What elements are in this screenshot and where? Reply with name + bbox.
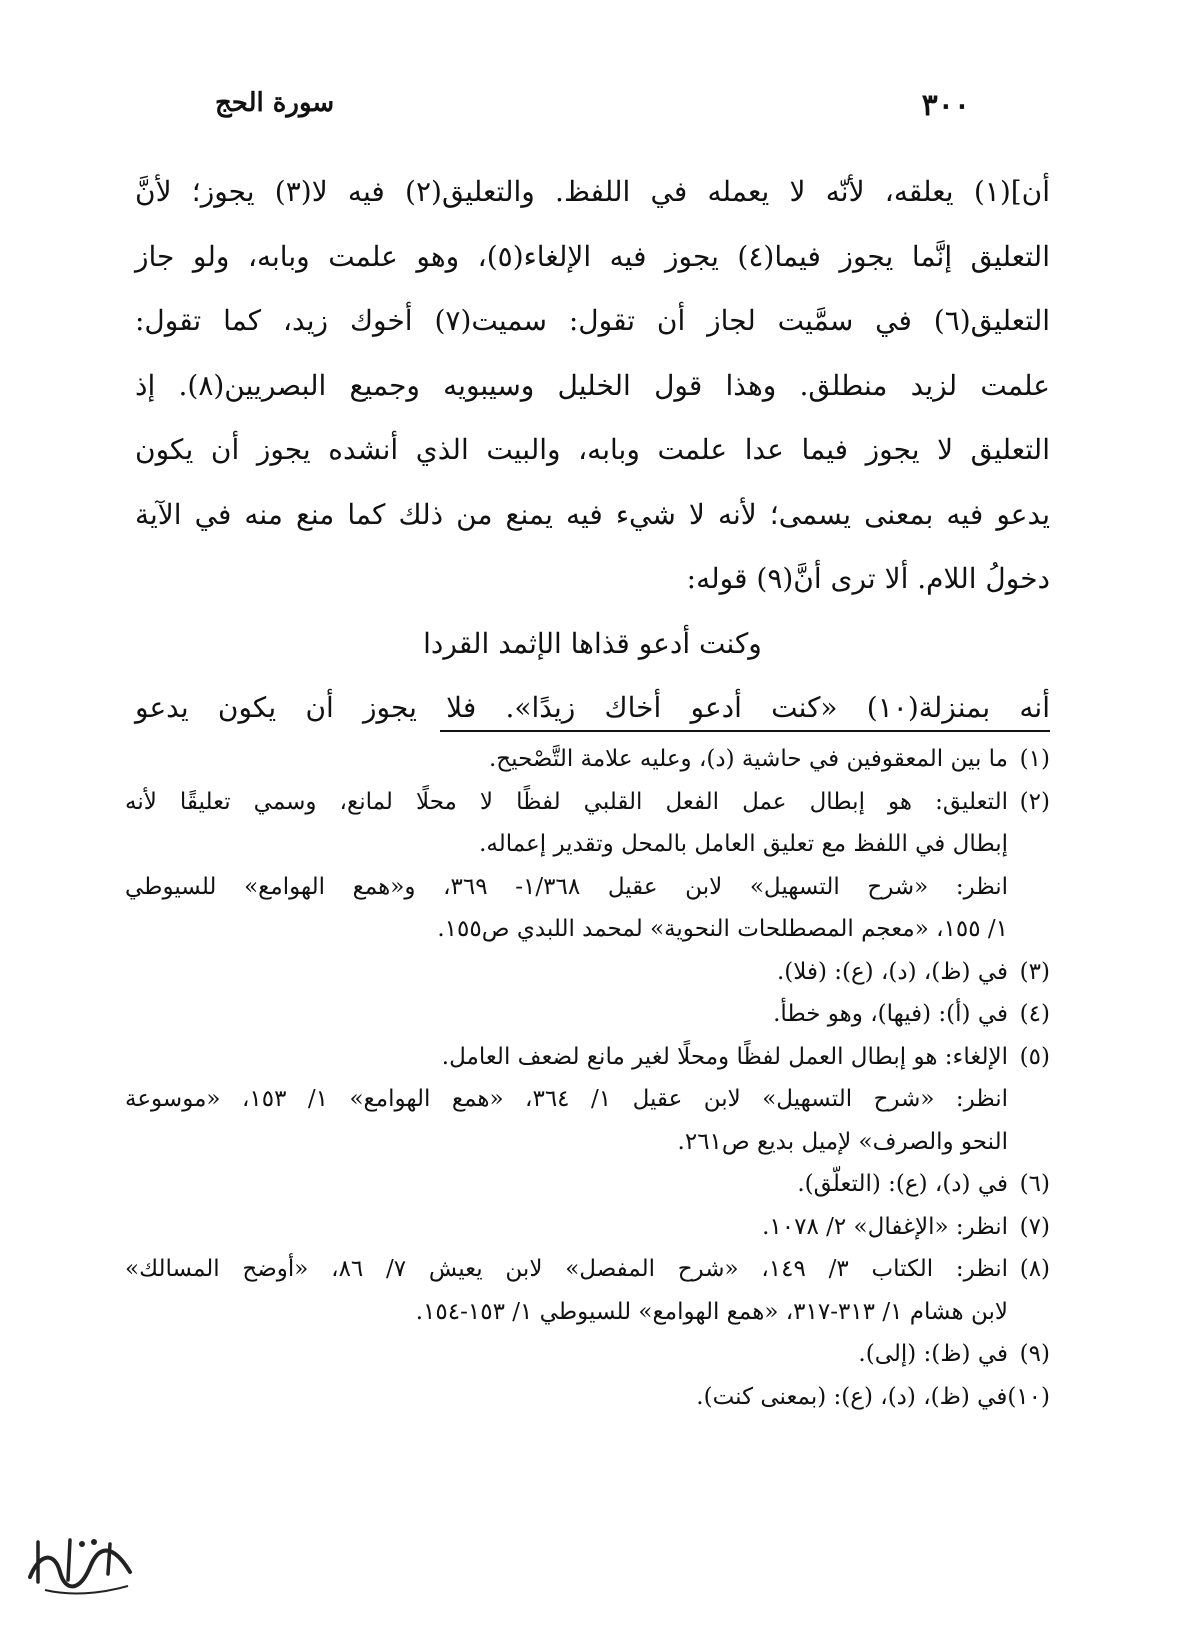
footnote-continuation: لابن هشام ١/ ٣١٣-٣١٧، «همع الهوامع» للسيوطي ١/ ١٥٣-١٥٤. bbox=[415, 1298, 1008, 1325]
footnote-number: (٥) bbox=[1019, 1043, 1050, 1070]
body-line: علمت لزيد منطلق. وهذا قول الخليل وسيبويه وجميع البصريين(٨). إذ bbox=[135, 368, 1050, 402]
footnote-number: (١٠) bbox=[1007, 1383, 1050, 1410]
poetry-verse: وكنت أدعو قذاها الإثمد القردا bbox=[423, 626, 762, 660]
footnote-9 bbox=[125, 1333, 1050, 1376]
footnote-number: (٦) bbox=[1019, 1171, 1050, 1197]
footnote-1 bbox=[125, 738, 1050, 781]
footnote-text: انظر: الكتاب ٣/ ١٤٩، «شرح المفصل» لابن يعيش ٧/ ٨٦، «أوضح المسالك» bbox=[125, 1256, 1009, 1282]
footnote-text: التعليق: هو إبطال عمل الفعل القلبي لفظًا لا محلًا لمانع، وسمي تعليقًا لأنه bbox=[125, 788, 1008, 815]
footnote-6 bbox=[125, 1163, 1050, 1206]
footnote-continuation: ١/ ١٥٥، «معجم المصطلحات النحوية» لمحمد اللبدي ص١٥٥. bbox=[437, 916, 1008, 942]
footnote-text: في (ظ)، (د)، (ع): (فلا). bbox=[776, 958, 1008, 985]
footnotes bbox=[125, 738, 1050, 1418]
footnote-10 bbox=[125, 1376, 1050, 1419]
footnote-text: ما بين المعقوفين في حاشية (د)، وعليه علامة التَّصْحيح. bbox=[488, 746, 1008, 772]
footnote-text: الإلغاء: هو إبطال العمل لفظًا ومحلًا لغير مانع لضعف العامل. bbox=[441, 1043, 1008, 1070]
footnote-text: في (ظ): (إلى). bbox=[858, 1341, 1008, 1367]
footnote-number: (٤) bbox=[1019, 1001, 1050, 1027]
page-number: ٣٠٠ bbox=[921, 88, 970, 123]
footnote-text: في (ظ)، (د)، (ع): (بمعنى كنت). bbox=[696, 1383, 1008, 1410]
footnote-text: في (أ): (فيها)، وهو خطأ. bbox=[773, 1001, 1008, 1027]
footnote-4 bbox=[125, 993, 1050, 1036]
footnote-number: (١) bbox=[1019, 746, 1050, 772]
body-line: التعليق إنَّما يجوز فيما(٤) يجوز فيه الإلغاء(٥)، وهو علمت وبابه، ولو جاز bbox=[135, 239, 1050, 273]
footnote-text: انظر: «الإغفال» ٢/ ١٠٧٨. bbox=[762, 1213, 1008, 1240]
body-line: أنه بمنزلة(١٠) «كنت أدعو أخاك زيدًا». فلا يجوز أن يكون يدعو bbox=[135, 691, 1050, 724]
running-title: سورة الحج bbox=[215, 88, 335, 118]
footnote-number: (٧) bbox=[1019, 1213, 1050, 1240]
footnote-3 bbox=[125, 951, 1050, 994]
body-line: التعليق لا يجوز فيما عدا علمت وبابه، والبيت الذي أنشده يجوز أن يكون bbox=[135, 433, 1050, 466]
footnote-7 bbox=[125, 1206, 1050, 1249]
footnote-5 bbox=[125, 1036, 1050, 1079]
footnote-divider bbox=[440, 730, 1050, 732]
main-text bbox=[135, 160, 1050, 741]
body-line: أن](١) يعلقه، لأنّه لا يعمله في اللفظ. والتعليق(٢) فيه لا(٣) يجوز؛ لأنَّ bbox=[135, 175, 1051, 208]
body-line: دخولُ اللام. ألا ترى أنَّ(٩) قوله: bbox=[686, 562, 1050, 595]
footnote-continuation: النحو والصرف» لإميل بديع ص٢٦١. bbox=[677, 1128, 1008, 1155]
page-header bbox=[215, 88, 970, 132]
footnote-number: (٢) bbox=[1019, 788, 1050, 815]
footnote-8 bbox=[125, 1248, 1050, 1291]
footnote-number: (٣) bbox=[1019, 958, 1050, 985]
body-line: التعليق(٦) في سمَّيت لجاز أن تقول: سميت(٧) أخوك زيد، كما تقول: bbox=[135, 304, 1051, 337]
footnote-number: (٩) bbox=[1019, 1341, 1050, 1367]
footnote-number: (٨) bbox=[1019, 1256, 1051, 1282]
body-line: يدعو فيه بمعنى يسمى؛ لأنه لا شيء فيه يمنع من ذلك كما منع منه في الآية bbox=[135, 497, 1050, 531]
footnote-continuation: إبطال في اللفظ مع تعليق العامل بالمحل وتقدير إعماله. bbox=[479, 831, 1008, 857]
calligraphy-logo-icon bbox=[20, 1522, 140, 1602]
footnote-2 bbox=[125, 781, 1050, 824]
footnote-text: في (د)، (ع): (التعلّق). bbox=[797, 1171, 1008, 1197]
footnote-continuation: انظر: «شرح التسهيل» لابن عقيل ١/٣٦٨- ٣٦٩، و«همع الهوامع» للسيوطي bbox=[125, 873, 1008, 900]
footnote-continuation: انظر: «شرح التسهيل» لابن عقيل ١/ ٣٦٤، «همع الهوامع» ١/ ١٥٣، «موسوعة bbox=[125, 1086, 1009, 1112]
